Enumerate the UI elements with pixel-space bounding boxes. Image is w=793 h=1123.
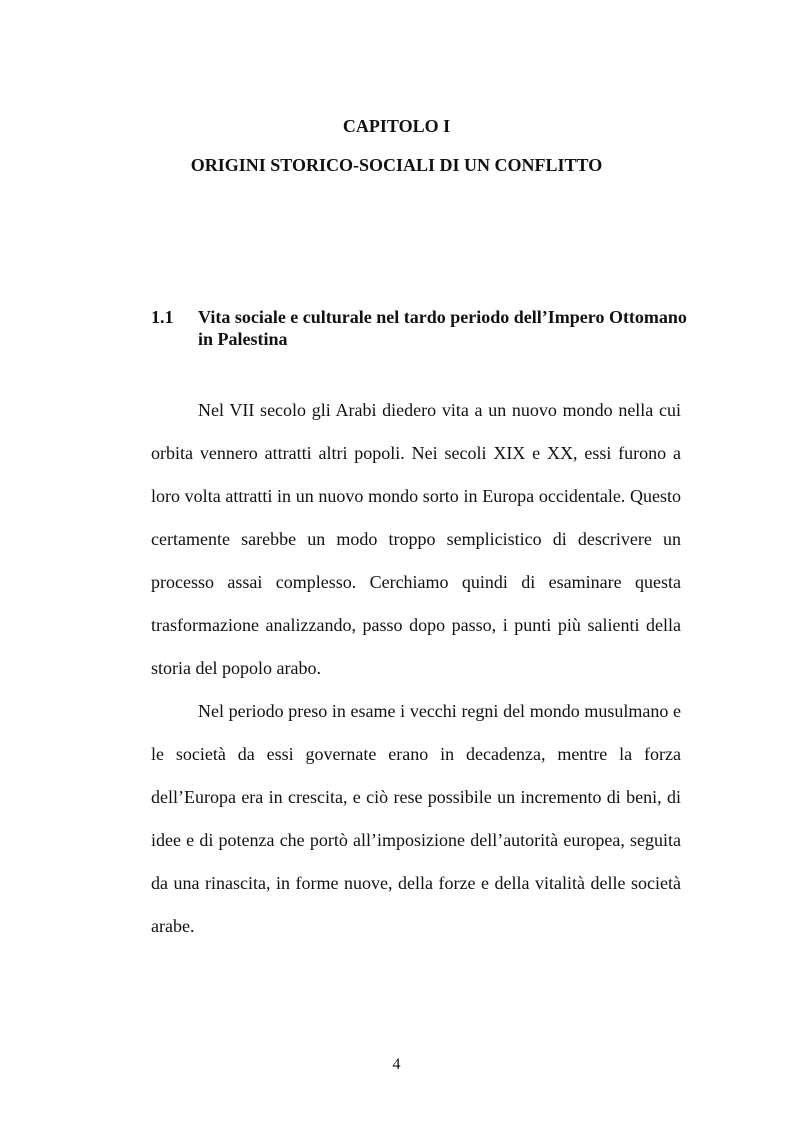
chapter-number: CAPITOLO I bbox=[342, 116, 451, 136]
page-number: 4 bbox=[392, 1056, 401, 1073]
section-title: Vita sociale e culturale nel tardo periodo dell’Impero Ottomano in Palestina bbox=[198, 307, 687, 349]
paragraph: Nel VII secolo gli Arabi diedero vita a un nuovo mondo nella cui orbita vennero attratti altri popoli. Nei secoli XIX e XX, essi furono a loro volta attratti in un nuovo mondo sorto in Europa occidentale. Questo certamente sarebbe un modo troppo semplicistico di descrivere un processo assai complesso. Cerchiamo quindi di esaminare questa trasformazione analizzando, passo dopo passo, i punti più salienti della storia del popolo arabo. bbox=[151, 400, 681, 678]
chapter-title: ORIGINI STORICO-SOCIALI DI UN CONFLITTO bbox=[190, 155, 603, 175]
section-number: 1.1 bbox=[151, 307, 174, 327]
paragraph: Nel periodo preso in esame i vecchi regni del mondo musulmano e le società da essi governate erano in decadenza, mentre la forza dell’Europa era in crescita, e ciò rese possibile un incremento di beni, di idee e di potenza che portò all’imposizione dell’autorità europea, seguita da una rinascita, in forme nuove, della forze e della vitalità delle società arabe. bbox=[151, 701, 681, 936]
body-text bbox=[151, 389, 681, 948]
